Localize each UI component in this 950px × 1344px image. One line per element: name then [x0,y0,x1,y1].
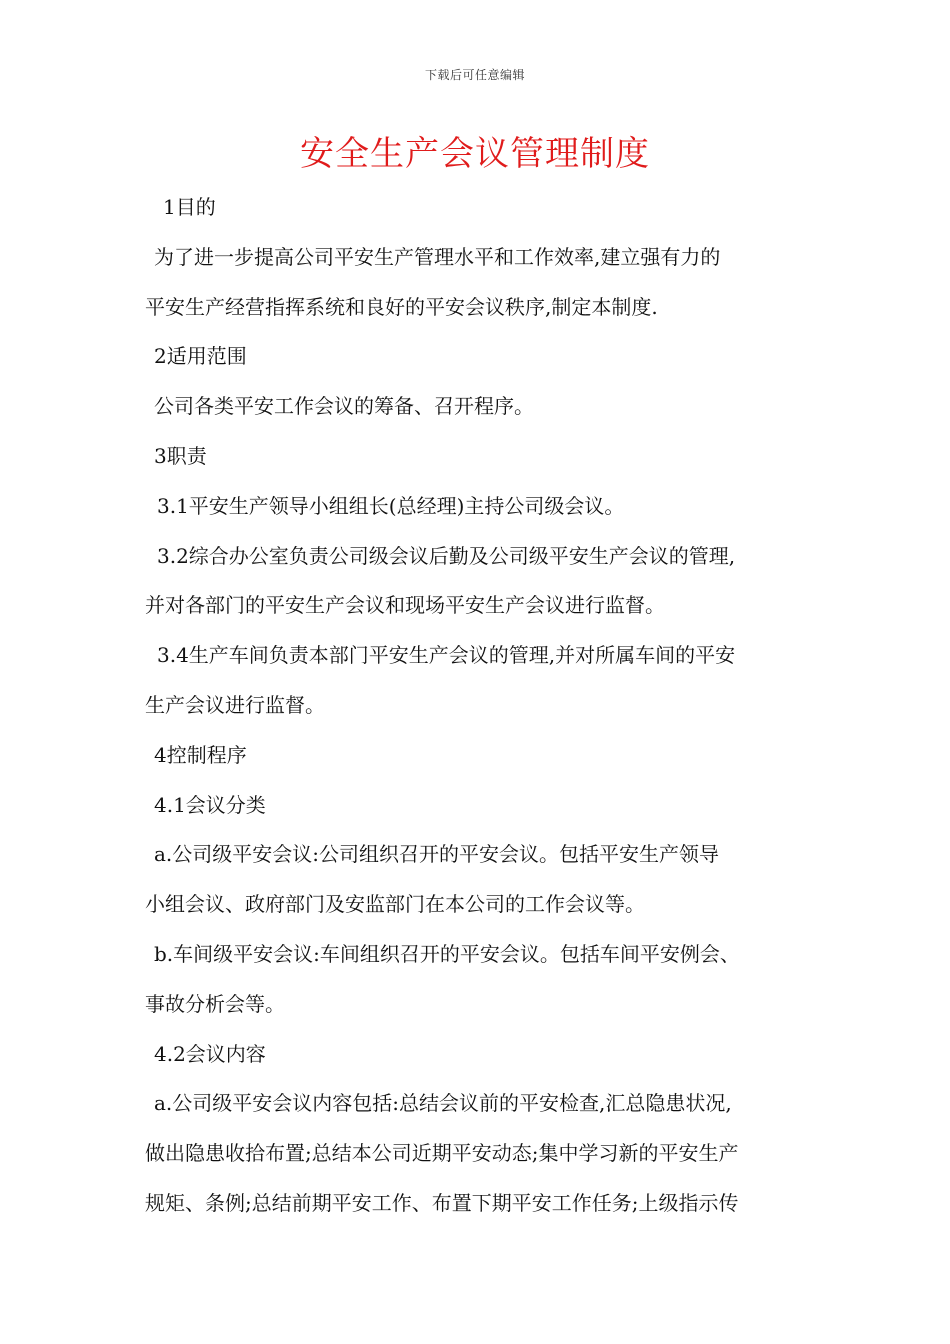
paragraph-line: a.公司级平安会议:公司组织召开的平安会议。包括平安生产领导 [154,842,720,867]
subsection-heading: 4.1会议分类 [154,792,266,817]
section-heading: 3职责 [154,443,207,468]
paragraph-line: 小组会议、政府部门及安监部门在本公司的工作会议等。 [145,892,645,917]
section-heading: 4控制程序 [154,742,247,767]
paragraph-line: b.车间级平安会议:车间组织召开的平安会议。包括车间平安例会、 [154,941,740,966]
paragraph-line: 规矩、条例;总结前期平安工作、布置下期平安工作任务;上级指示传 [145,1190,739,1215]
paragraph-line: 3.4生产车间负责本部门平安生产会议的管理,并对所属车间的平安 [157,643,736,668]
paragraph-line: a.公司级平安会议内容包括:总结会议前的平安检查,汇总隐患状况, [154,1091,732,1116]
paragraph-line: 为了进一步提高公司平安生产管理水平和工作效率,建立强有力的 [154,244,721,269]
paragraph-line: 做出隐患收拾布置;总结本公司近期平安动态;集中学习新的平安生产 [145,1141,739,1166]
paragraph-line: 生产会议进行监督。 [145,692,325,717]
paragraph-line: 并对各部门的平安生产会议和现场平安生产会议进行监督。 [145,593,665,618]
paragraph-line: 3.1平安生产领导小组组长(总经理)主持公司级会议。 [157,493,625,518]
document-title: 安全生产会议管理制度 [300,134,650,174]
document-body [145,183,810,1229]
section-heading: 1目的 [163,195,216,219]
paragraph-line: 平安生产经营指挥系统和良好的平安会议秩序,制定本制度. [145,294,658,319]
header-note: 下载后可任意编辑 [424,68,525,82]
paragraph-line: 事故分析会等。 [145,991,285,1016]
paragraph-line: 公司各类平安工作会议的筹备、召开程序。 [154,394,534,419]
paragraph-line: 3.2综合办公室负责公司级会议后勤及公司级平安生产会议的管理, [157,543,736,568]
subsection-heading: 4.2会议内容 [154,1041,266,1066]
section-heading: 2适用范围 [154,344,247,369]
